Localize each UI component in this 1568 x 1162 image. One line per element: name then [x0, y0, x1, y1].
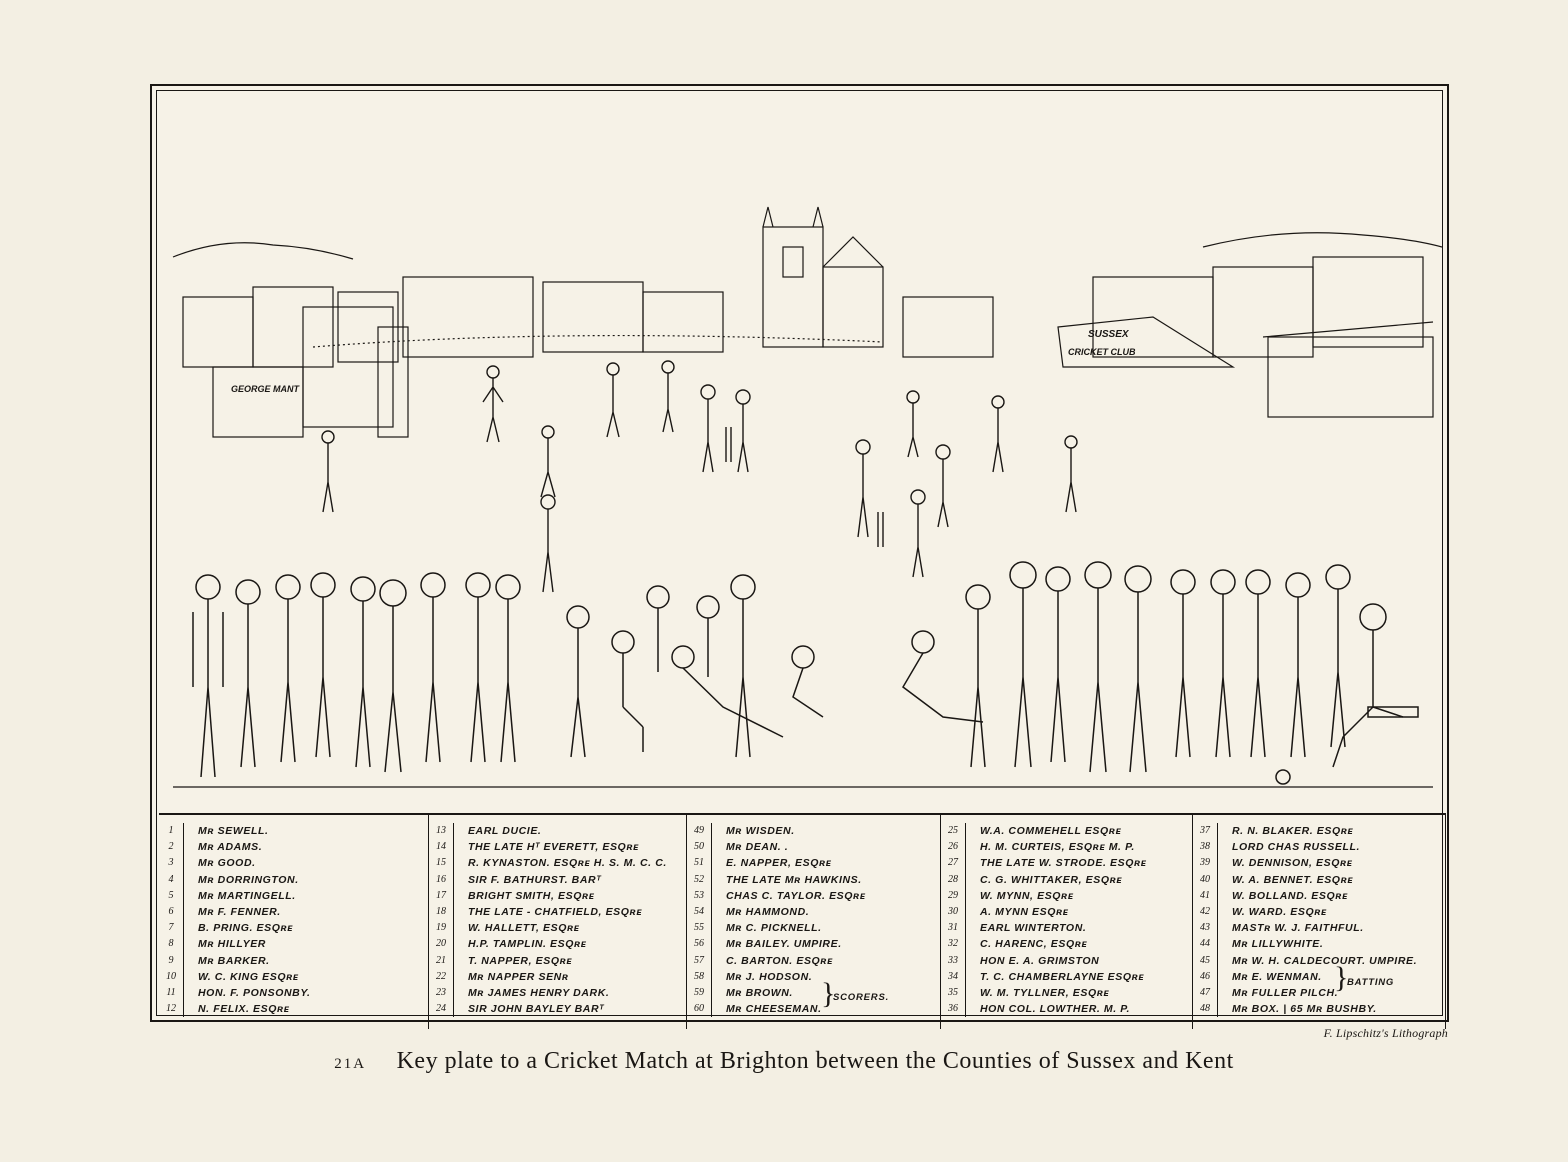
- key-number: 33: [941, 953, 966, 969]
- key-number: 41: [1193, 888, 1218, 904]
- key-row: [429, 985, 686, 1001]
- key-row: [1193, 953, 1445, 969]
- key-number: 13: [429, 823, 454, 839]
- key-number: 17: [429, 888, 454, 904]
- key-person-name: C. G. WHITTAKER, ESQʀᴇ: [979, 873, 1123, 886]
- key-number: 6: [159, 904, 184, 920]
- key-person-name: HON. F. PONSONBY.: [198, 986, 311, 999]
- key-row: [941, 953, 1192, 969]
- tent-sign-line-2: CRICKET CLUB: [1068, 347, 1136, 357]
- figure-caption: [0, 1048, 1568, 1075]
- key-column-3: [687, 815, 941, 1029]
- key-number: 57: [687, 953, 712, 969]
- key-number: 20: [429, 936, 454, 952]
- tent-sign-line-1: SUSSEX: [1088, 329, 1129, 340]
- key-row: [429, 1001, 686, 1017]
- key-row: [159, 904, 428, 920]
- key-person-name: W. WARD. ESQʀᴇ: [1231, 905, 1327, 918]
- key-number: 47: [1193, 985, 1218, 1001]
- key-number: 27: [941, 855, 966, 871]
- key-person-name: W. C. KING ESQʀᴇ: [198, 970, 299, 983]
- key-person-name: EARL WINTERTON.: [979, 922, 1087, 935]
- key-person-name: R. KYNASTON. ESQʀᴇ H. S. M. C. C.: [467, 857, 667, 870]
- key-person-name: Mʀ SEWELL.: [198, 825, 269, 837]
- key-row: [159, 855, 428, 871]
- key-person-name: LORD CHAS RUSSELL.: [1231, 841, 1361, 854]
- key-row: [159, 839, 428, 855]
- key-person-name: E. NAPPER, ESQʀᴇ: [725, 857, 832, 870]
- plate-frame: [156, 90, 1443, 1016]
- batting-brace: }: [1334, 961, 1349, 994]
- key-number: 43: [1193, 920, 1218, 936]
- key-row: [159, 936, 428, 952]
- lithograph-plate: [150, 84, 1449, 1022]
- key-person-name: Mʀ W. H. CALDECOURT. UMPIRE.: [1231, 954, 1418, 967]
- key-row: [687, 823, 940, 839]
- key-number: 11: [159, 985, 184, 1001]
- key-row: [159, 888, 428, 904]
- key-person-name: W. DENNISON, ESQʀᴇ: [1231, 857, 1353, 870]
- key-number: 60: [687, 1001, 712, 1017]
- key-row: [687, 839, 940, 855]
- key-person-name: Mʀ NAPPER SENʀ: [467, 970, 569, 983]
- key-person-name: Mʀ WISDEN.: [725, 825, 795, 837]
- key-person-name: MASTʀ W. J. FAITHFUL.: [1231, 922, 1364, 935]
- key-person-name: W. MYNN, ESQʀᴇ: [979, 889, 1074, 902]
- key-row: [429, 920, 686, 936]
- key-number: 59: [687, 985, 712, 1001]
- key-number: 5: [159, 888, 184, 904]
- key-person-name: Mʀ HILLYER: [198, 938, 266, 951]
- key-person-name: Mʀ BARKER.: [198, 954, 270, 967]
- key-row: [1193, 872, 1445, 888]
- cricket-match-illustration: [163, 97, 1442, 797]
- key-row: [687, 1001, 940, 1017]
- key-row: [159, 823, 428, 839]
- key-number: 24: [429, 1001, 454, 1017]
- key-person-name: Mʀ CHEESEMAN.: [725, 1003, 822, 1016]
- key-number: 58: [687, 969, 712, 985]
- key-number: 52: [687, 872, 712, 888]
- key-row: [687, 936, 940, 952]
- key-person-name: HON E. A. GRIMSTON: [979, 954, 1100, 967]
- key-row: [1193, 888, 1445, 904]
- key-column-4: [941, 815, 1193, 1029]
- key-person-name: Mʀ ADAMS.: [198, 841, 263, 854]
- key-number: 32: [941, 936, 966, 952]
- key-person-name: Mʀ GOOD.: [198, 857, 256, 870]
- key-person-name: Mʀ E. WENMAN.: [1231, 970, 1322, 983]
- key-number: 14: [429, 839, 454, 855]
- key-number: 38: [1193, 839, 1218, 855]
- key-row: [1193, 855, 1445, 871]
- key-row: [159, 969, 428, 985]
- key-person-name: W. BOLLAND. ESQʀᴇ: [1231, 889, 1348, 902]
- key-number: 12: [159, 1001, 184, 1017]
- key-person-name: R. N. BLAKER. ESQʀᴇ: [1231, 825, 1354, 837]
- key-row: [159, 1001, 428, 1017]
- key-person-name: CHAS C. TAYLOR. ESQʀᴇ: [725, 889, 866, 902]
- key-row: [429, 888, 686, 904]
- key-person-name: Mʀ LILLYWHITE.: [1231, 938, 1324, 951]
- key-row: [1193, 839, 1445, 855]
- key-row: [941, 888, 1192, 904]
- key-row: [159, 953, 428, 969]
- key-row: [1193, 969, 1445, 985]
- key-person-name: Mʀ HAMMOND.: [725, 905, 810, 918]
- key-number: 29: [941, 888, 966, 904]
- key-number: 31: [941, 920, 966, 936]
- key-person-name: Mʀ DEAN. .: [725, 841, 789, 854]
- key-person-name: H.P. TAMPLIN. ESQʀᴇ: [467, 938, 587, 951]
- key-person-name: EARL DUCIE.: [467, 825, 542, 837]
- key-number: 44: [1193, 936, 1218, 952]
- key-number: 40: [1193, 872, 1218, 888]
- key-table: [159, 813, 1446, 1021]
- key-person-name: SIR F. BATHURST. BARᵀ: [467, 873, 602, 886]
- key-person-name: C. BARTON. ESQʀᴇ: [725, 954, 833, 967]
- key-number: 23: [429, 985, 454, 1001]
- key-person-name: W. M. TYLLNER, ESQʀᴇ: [979, 986, 1110, 999]
- key-row: [687, 872, 940, 888]
- key-person-name: Mʀ JAMES HENRY DARK.: [467, 986, 610, 999]
- scorers-brace: }: [821, 977, 836, 1010]
- key-number: 55: [687, 920, 712, 936]
- key-person-name: Mʀ MARTINGELL.: [198, 889, 296, 902]
- key-person-name: A. MYNN ESQʀᴇ: [979, 905, 1069, 918]
- key-person-name: HON COL. LOWTHER. M. P.: [979, 1003, 1131, 1016]
- key-number: 3: [159, 855, 184, 871]
- key-person-name: W. A. BENNET. ESQʀᴇ: [1231, 873, 1354, 886]
- key-number: 8: [159, 936, 184, 952]
- key-row: [429, 904, 686, 920]
- key-person-name: Mʀ BROWN.: [725, 986, 793, 999]
- key-row: [1193, 1001, 1445, 1017]
- key-row: [941, 969, 1192, 985]
- key-row: [429, 855, 686, 871]
- key-number: 45: [1193, 953, 1218, 969]
- key-row: [687, 985, 940, 1001]
- key-row: [1193, 920, 1445, 936]
- key-row: [1193, 823, 1445, 839]
- key-row: [429, 872, 686, 888]
- key-person-name: Mʀ F. FENNER.: [198, 905, 281, 918]
- key-number: 35: [941, 985, 966, 1001]
- key-number: 10: [159, 969, 184, 985]
- key-number: 56: [687, 936, 712, 952]
- key-person-name: N. FELIX. ESQʀᴇ: [198, 1003, 290, 1016]
- figure-number: 21A: [334, 1056, 367, 1072]
- key-row: [1193, 904, 1445, 920]
- key-person-name: Mʀ DORRINGTON.: [198, 873, 299, 886]
- key-person-name: THE LATE - CHATFIELD, ESQʀᴇ: [467, 905, 643, 918]
- key-row: [687, 920, 940, 936]
- key-person-name: THE LATE W. STRODE. ESQʀᴇ: [979, 857, 1147, 870]
- key-number: 30: [941, 904, 966, 920]
- key-number: 54: [687, 904, 712, 920]
- key-row: [687, 855, 940, 871]
- key-row: [941, 985, 1192, 1001]
- key-person-name: W.A. COMMEHELL ESQʀᴇ: [979, 825, 1122, 837]
- key-row: [429, 969, 686, 985]
- key-row: [1193, 985, 1445, 1001]
- key-row: [941, 823, 1192, 839]
- key-number: 21: [429, 953, 454, 969]
- key-row: [687, 904, 940, 920]
- key-number: 53: [687, 888, 712, 904]
- lithograph-credit: F. Lipschitz's Lithograph: [1323, 1026, 1448, 1040]
- key-number: 26: [941, 839, 966, 855]
- key-number: 36: [941, 1001, 966, 1017]
- key-row: [941, 872, 1192, 888]
- key-number: 9: [159, 953, 184, 969]
- key-person-name: T. NAPPER, ESQʀᴇ: [467, 954, 573, 967]
- key-column-1: [159, 815, 429, 1029]
- key-row: [687, 969, 940, 985]
- key-row: [429, 936, 686, 952]
- key-row: [941, 920, 1192, 936]
- key-row: [429, 839, 686, 855]
- key-person-name: W. HALLETT, ESQʀᴇ: [467, 922, 580, 935]
- key-number: 51: [687, 855, 712, 871]
- key-number: 34: [941, 969, 966, 985]
- key-person-name: Mʀ FULLER PILCH.: [1231, 986, 1339, 999]
- key-number: 18: [429, 904, 454, 920]
- key-person-name: Mʀ C. PICKNELL.: [725, 922, 822, 935]
- key-number: 49: [687, 823, 712, 839]
- key-row: [687, 953, 940, 969]
- key-number: 7: [159, 920, 184, 936]
- key-person-name: SIR JOHN BAYLEY BARᵀ: [467, 1003, 605, 1016]
- key-number: 19: [429, 920, 454, 936]
- booth-sign: GEORGE MANT: [231, 384, 300, 394]
- key-number: 46: [1193, 969, 1218, 985]
- key-person-name: Mʀ J. HODSON.: [725, 970, 813, 983]
- key-column-2: [429, 815, 687, 1029]
- key-number: 16: [429, 872, 454, 888]
- key-number: 2: [159, 839, 184, 855]
- key-row: [429, 953, 686, 969]
- key-person-name: Mʀ BAILEY. UMPIRE.: [725, 938, 842, 951]
- key-number: 39: [1193, 855, 1218, 871]
- key-row: [941, 1001, 1192, 1017]
- key-column-5: [1193, 815, 1446, 1029]
- key-row: [159, 920, 428, 936]
- key-number: 42: [1193, 904, 1218, 920]
- key-row: [941, 839, 1192, 855]
- scorers-label: SCORERS.: [833, 992, 890, 1003]
- key-person-name: BRIGHT SMITH, ESQʀᴇ: [467, 889, 595, 902]
- key-number: 25: [941, 823, 966, 839]
- key-number: 22: [429, 969, 454, 985]
- key-number: 15: [429, 855, 454, 871]
- key-person-name: B. PRING. ESQʀᴇ: [198, 922, 293, 935]
- key-row: [941, 904, 1192, 920]
- key-person-name: Mʀ BOX. | 65 Mʀ BUSHBY.: [1231, 1003, 1377, 1016]
- key-person-name: C. HARENC, ESQʀᴇ: [979, 938, 1088, 951]
- key-number: 50: [687, 839, 712, 855]
- key-row: [941, 936, 1192, 952]
- key-row: [429, 823, 686, 839]
- key-row: [687, 888, 940, 904]
- key-row: [1193, 936, 1445, 952]
- key-number: 1: [159, 823, 184, 839]
- key-number: 28: [941, 872, 966, 888]
- key-person-name: H. M. CURTEIS, ESQʀᴇ M. P.: [979, 841, 1135, 854]
- key-number: 4: [159, 872, 184, 888]
- key-person-name: T. C. CHAMBERLAYNE ESQʀᴇ: [979, 970, 1145, 983]
- key-row: [941, 855, 1192, 871]
- figure-title: Key plate to a Cricket Match at Brighton between the Counties of Sussex and Kent: [396, 1048, 1234, 1074]
- batting-label: BATTING: [1347, 977, 1395, 988]
- key-number: 37: [1193, 823, 1218, 839]
- key-person-name: THE LATE Mʀ HAWKINS.: [725, 873, 862, 886]
- key-number: 48: [1193, 1001, 1218, 1017]
- key-row: [159, 872, 428, 888]
- key-person-name: THE LATE Hᵀ EVERETT, ESQʀᴇ: [467, 841, 639, 854]
- key-row: [159, 985, 428, 1001]
